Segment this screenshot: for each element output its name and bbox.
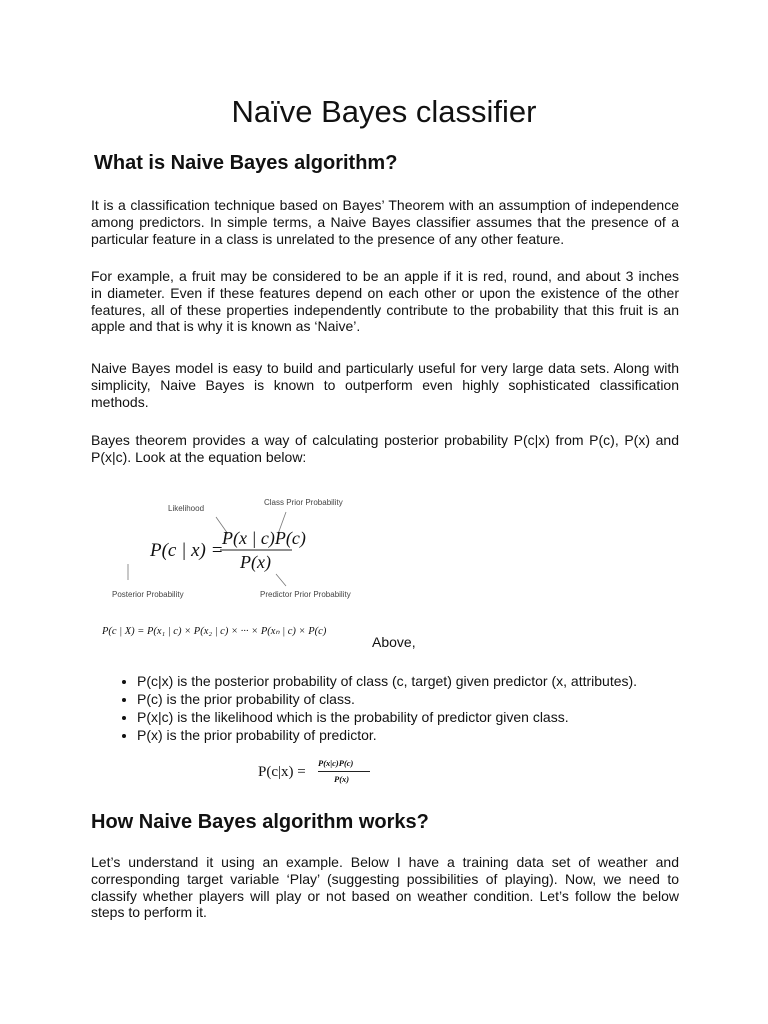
text-line: It is a classification technique based on Bayes’ Theorem with an assumption of independence xyxy=(91,197,679,213)
list-item: • P(x|c) is the likelihood which is the probability of predictor given class. xyxy=(137,708,637,726)
text-line: For example, a fruit may be considered to be an apple if it is red, round, and about 3 inches xyxy=(91,268,679,284)
paragraph-4 xyxy=(91,432,679,466)
equation-denominator: P(x) xyxy=(240,552,271,572)
section-heading-how-works: How Naive Bayes algorithm works? xyxy=(91,811,429,833)
equation-lhs: P(c | x) = xyxy=(150,540,224,561)
paragraph-2 xyxy=(91,268,679,335)
paragraph-5 xyxy=(91,854,679,921)
definition-list xyxy=(91,672,637,744)
formula-lhs: P(c|x) = xyxy=(258,764,306,780)
text-line: Let’s understand it using an example. Below I have a training data set of weather and xyxy=(91,854,679,870)
above-label: Above, xyxy=(372,634,416,650)
text-line: simplicity, Naive Bayes is known to outperform even highly sophisticated classification xyxy=(91,376,679,393)
equation-numerator: P(x | c)P(c) xyxy=(222,528,306,548)
text-line: particular feature in a class is unrelated to the presence of any other feature. xyxy=(91,230,565,247)
text-line: Bayes theorem provides a way of calculating posterior probability P(c|x) from P(c), P(x) and xyxy=(91,432,679,448)
text-line: among predictors. In simple terms, a Naive Bayes classifier assumes that the presence of a xyxy=(91,213,679,230)
paragraph-3 xyxy=(91,360,679,410)
bayes-equation-figure xyxy=(100,492,370,612)
section-heading-what-is: What is Naive Bayes algorithm? xyxy=(94,152,398,174)
class-prior-label: Class Prior Probability xyxy=(264,498,343,507)
text-line: corresponding target variable ‘Play’ (suggesting possibilities of playing). Now, we need to xyxy=(91,870,679,887)
fraction-bar xyxy=(318,771,370,772)
list-item: • P(c|x) is the posterior probability of class (c, target) given predictor (x, attributes). xyxy=(137,672,637,690)
likelihood-label: Likelihood xyxy=(168,504,205,513)
list-item: • P(x) is the prior probability of predictor. xyxy=(137,726,637,744)
posterior-label: Posterior Probability xyxy=(112,590,184,599)
text-line: steps to perform it. xyxy=(91,904,207,921)
text-line: classify whether players will play or not based on weather condition. Let’s follow the below xyxy=(91,887,679,904)
page-title: Naïve Bayes classifier xyxy=(231,94,537,129)
expanded-equation: P(c | X) = P(x₁ | c) × P(x₂ | c) × ··· × P(xₙ | c) × P(c) xyxy=(102,626,327,637)
text-line: apple and that is why it is known as ‘Naive’. xyxy=(91,318,361,335)
formula-numerator: P(x|c)P(c) xyxy=(318,758,354,768)
text-line: methods. xyxy=(91,393,149,410)
text-line: P(x|c). Look at the equation below: xyxy=(91,448,307,465)
text-line: features, all of these properties independently contribute to the probability that this fruit is an xyxy=(91,301,679,318)
predictor-prior-label: Predictor Prior Probability xyxy=(260,590,351,599)
text-line: Naive Bayes model is easy to build and particularly useful for very large data sets. Along with xyxy=(91,360,679,376)
posterior-formula xyxy=(258,758,388,794)
text-line: in diameter. Even if these features depend on each other or upon the existence of the other xyxy=(91,284,679,301)
paragraph-1 xyxy=(91,197,679,247)
formula-denominator: P(x) xyxy=(334,774,350,784)
list-item: • P(c) is the prior probability of class. xyxy=(137,690,637,708)
figure-arrows xyxy=(100,492,370,612)
